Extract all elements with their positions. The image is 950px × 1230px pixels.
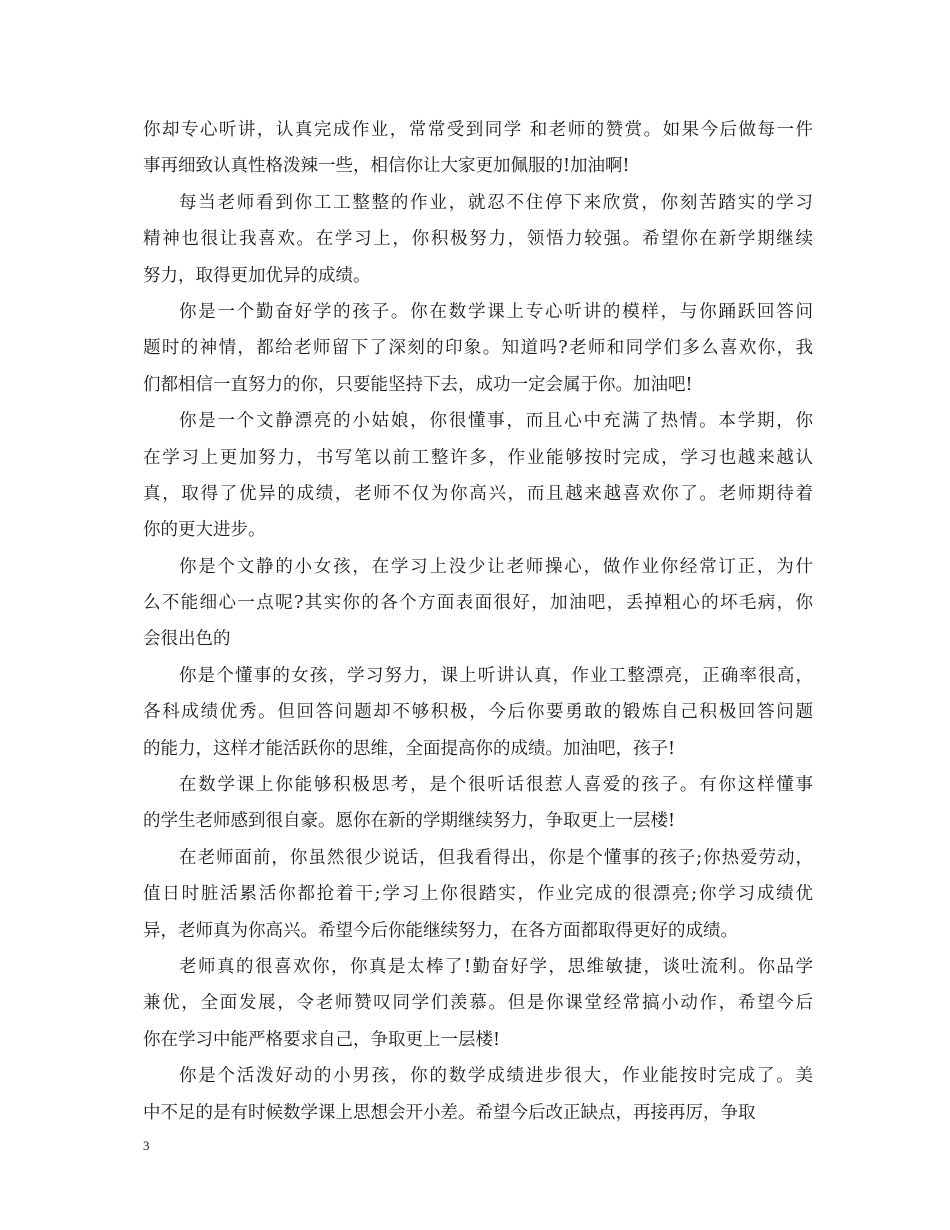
page-number: 3 bbox=[143, 1138, 150, 1153]
text-line: 你在学习中能严格要求自己，争取更上一层楼! bbox=[143, 1029, 501, 1050]
text-line: 异，老师真为你高兴。希望今后你能继续努力，在各方面都取得更好的成绩。 bbox=[143, 920, 738, 941]
text-line: 各科成绩优秀。但回答问题却不够积极，今后你要勇敢的锻炼自己积极回答问题 bbox=[143, 702, 813, 723]
paragraph-4 bbox=[143, 403, 813, 549]
text-line: 题时的神情，都给老师留下了深刻的印象。知道吗?老师和同学们多么喜欢你，我 bbox=[143, 338, 813, 359]
text-line: 真，取得了优异的成绩，老师不仅为你高兴，而且越来越喜欢你了。老师期待着 bbox=[143, 483, 813, 504]
text-line: 你是个懂事的女孩，学习努力，课上听讲认真，作业工整漂亮，正确率很高， bbox=[179, 665, 813, 686]
text-line: 的能力，这样才能活跃你的思维，全面提高你的成绩。加油吧，孩子! bbox=[143, 738, 676, 759]
paragraph-9 bbox=[143, 949, 813, 1058]
text-line: 们都相信一直努力的你，只要能坚持下去，成功一定会属于你。加油吧! bbox=[143, 374, 693, 395]
text-line: 你是一个文静漂亮的小姑娘，你很懂事，而且心中充满了热情。本学期，你 bbox=[179, 411, 813, 432]
document-body bbox=[143, 112, 813, 1131]
paragraph-6 bbox=[143, 658, 813, 767]
text-line: 在学习上更加努力，书写笔以前工整许多，作业能够按时完成，学习也越来越认 bbox=[143, 447, 813, 468]
text-line: 你却专心听讲，认真完成作业，常常受到同学 和老师的赞赏。如果今后做每一件 bbox=[143, 120, 813, 140]
text-line: 值日时脏活累活你都抢着干;学习上你很踏实，作业完成的很漂亮;你学习成绩优 bbox=[143, 884, 813, 905]
text-line: 的学生老师感到很自豪。愿你在新的学期继续努力，争取更上一层楼! bbox=[143, 811, 676, 832]
text-line: 你是个文静的小女孩，在学习上没少让老师操心，做作业你经常订正，为什 bbox=[179, 556, 813, 577]
text-line: 兼优，全面发展，令老师赞叹同学们羡慕。但是你课堂经常搞小动作，希望今后 bbox=[143, 993, 813, 1014]
paragraph-5 bbox=[143, 549, 813, 658]
text-line: 在数学课上你能够积极思考，是个很听话很惹人喜爱的孩子。有你这样懂事 bbox=[179, 775, 813, 796]
text-line: 么不能细心一点呢?其实你的各个方面表面很好，加油吧，丢掉粗心的坏毛病，你 bbox=[143, 593, 813, 614]
paragraph-3 bbox=[143, 294, 813, 403]
paragraph-10 bbox=[143, 1058, 813, 1131]
paragraph-1 bbox=[143, 112, 813, 185]
text-line: 精神也很让我喜欢。在学习上，你积极努力，领悟力较强。希望你在新学期继续 bbox=[143, 229, 813, 250]
text-line: 你是一个勤奋好学的孩子。你在数学课上专心听讲的模样，与你踊跃回答问 bbox=[179, 301, 813, 322]
text-line: 事再细致认真性格泼辣一些，相信你让大家更加佩服的!加油啊! bbox=[143, 156, 630, 177]
paragraph-2 bbox=[143, 185, 813, 294]
text-line: 你是个活泼好动的小男孩，你的数学成绩进步很大，作业能按时完成了。美 bbox=[179, 1066, 813, 1087]
text-line: 每当老师看到你工工整整的作业，就忍不住停下来欣赏，你刻苦踏实的学习 bbox=[179, 192, 813, 213]
paragraph-7 bbox=[143, 767, 813, 840]
text-line: 中不足的是有时候数学课上思想会开小差。希望今后改正缺点，再接再厉，争取 bbox=[143, 1102, 756, 1123]
text-line: 老师真的很喜欢你，你真是太棒了!勤奋好学，思维敏捷，谈吐流利。你品学 bbox=[179, 956, 813, 977]
text-line: 会很出色的 bbox=[143, 629, 231, 650]
paragraph-8 bbox=[143, 840, 813, 949]
text-line: 在老师面前，你虽然很少说话，但我看得出，你是个懂事的孩子;你热爱劳动， bbox=[179, 847, 813, 868]
text-line: 努力，取得更加优异的成绩。 bbox=[143, 265, 371, 286]
text-line: 你的更大进步。 bbox=[143, 520, 266, 541]
